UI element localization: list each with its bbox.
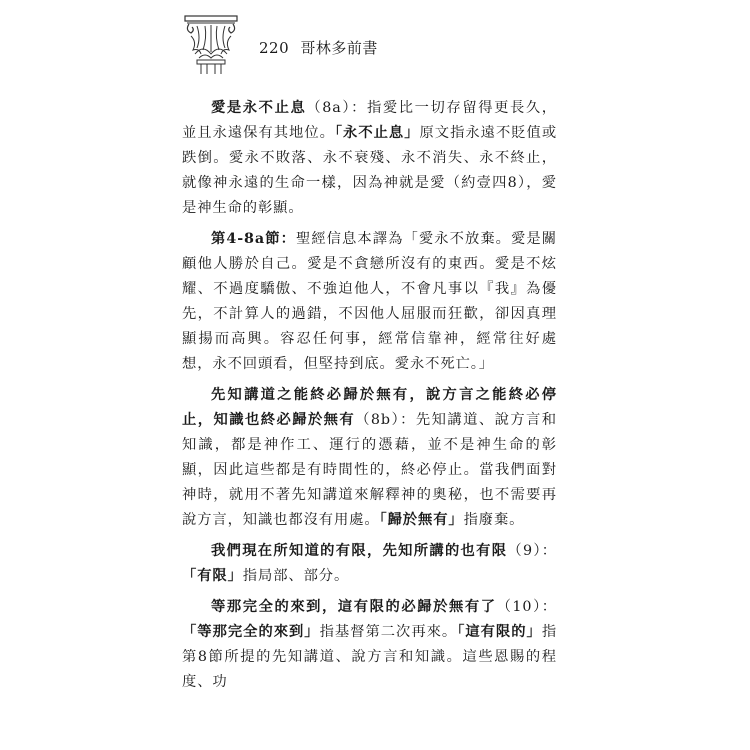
- bold-term: 「等那完全的來到」: [182, 624, 320, 640]
- paragraph-text: 指基督第二次再來。: [319, 624, 458, 640]
- bold-lead: 先知講道之能終必歸於無有，說方言之能終必停止，知識也終必歸於無有: [182, 387, 557, 428]
- paragraph-know-in-part: [182, 539, 557, 589]
- running-head: [259, 37, 378, 58]
- paragraph-text: 原文指永遠不貶值或跌倒。愛永不敗落、永不衰殘、永不消失、永不終止，就像神永遠的生命一樣，因為神就是愛（約壹四8），愛是神生命的彰顯。: [182, 125, 558, 216]
- bold-term: 「這有限的」: [457, 624, 542, 640]
- paragraph-prophecy-ceases: [182, 383, 557, 533]
- paragraph-verses-4-8a: [182, 227, 557, 377]
- bold-lead: 等那完全的來到，這有限的必歸於無有了: [211, 599, 497, 615]
- page-header: [183, 14, 583, 74]
- paragraph-text: （8b）：先知講道、說方言和知識，都是神作工、運行的憑藉，並不是神生命的彰顯，因此這些都是有時間性的，終必停止。當我們面對神時，就用不著先知講道來解釋神的奧秘，也不需要再說方言，知識也都沒有用處。: [182, 412, 558, 528]
- paragraph-when-perfect-comes: [182, 595, 557, 695]
- book-title: 哥林多前書: [300, 39, 378, 57]
- paragraph-text: （8a）：指愛比一切存留得更長久，並且永遠保有其地位。: [182, 100, 557, 141]
- page-number: 220: [259, 39, 290, 57]
- paragraph-text: （9）：: [507, 543, 557, 559]
- body-text: [182, 96, 557, 701]
- paragraph-text: 指廢棄。: [463, 512, 525, 528]
- bold-lead: 愛是永不止息: [211, 100, 307, 116]
- paragraph-text: 指局部、部分。: [242, 568, 350, 584]
- paragraph-love-never-fails: [182, 96, 557, 221]
- bold-term: 「有限」: [182, 568, 243, 584]
- bold-term: 「歸於無有」: [379, 512, 464, 528]
- paragraph-text: 指第8節所提的先知講道、說方言和知識。這些恩賜的程度、功: [182, 624, 558, 690]
- corinthian-capital-icon: [183, 14, 239, 74]
- paragraph-text: 聖經信息本譯為「愛永不放棄。愛是關顧他人勝於自己。愛是不貪戀所沒有的東西。愛是不炫耀、不過度驕傲、不強迫他人，不會凡事以『我』為優先，不計算人的過錯，不因他人屈服而狂歡，卻因真理顯揚而高興。容忍任何事，經常信靠神，經常往好處想，永不回頭看，但堅持到底。愛永不死亡。」: [182, 231, 557, 372]
- paragraph-text: （10）：: [496, 599, 557, 615]
- bold-lead: 第4-8a節：: [211, 231, 296, 247]
- bold-lead: 我們現在所知道的有限，先知所講的也有限: [211, 543, 508, 559]
- bold-term: 「永不止息」: [334, 125, 420, 141]
